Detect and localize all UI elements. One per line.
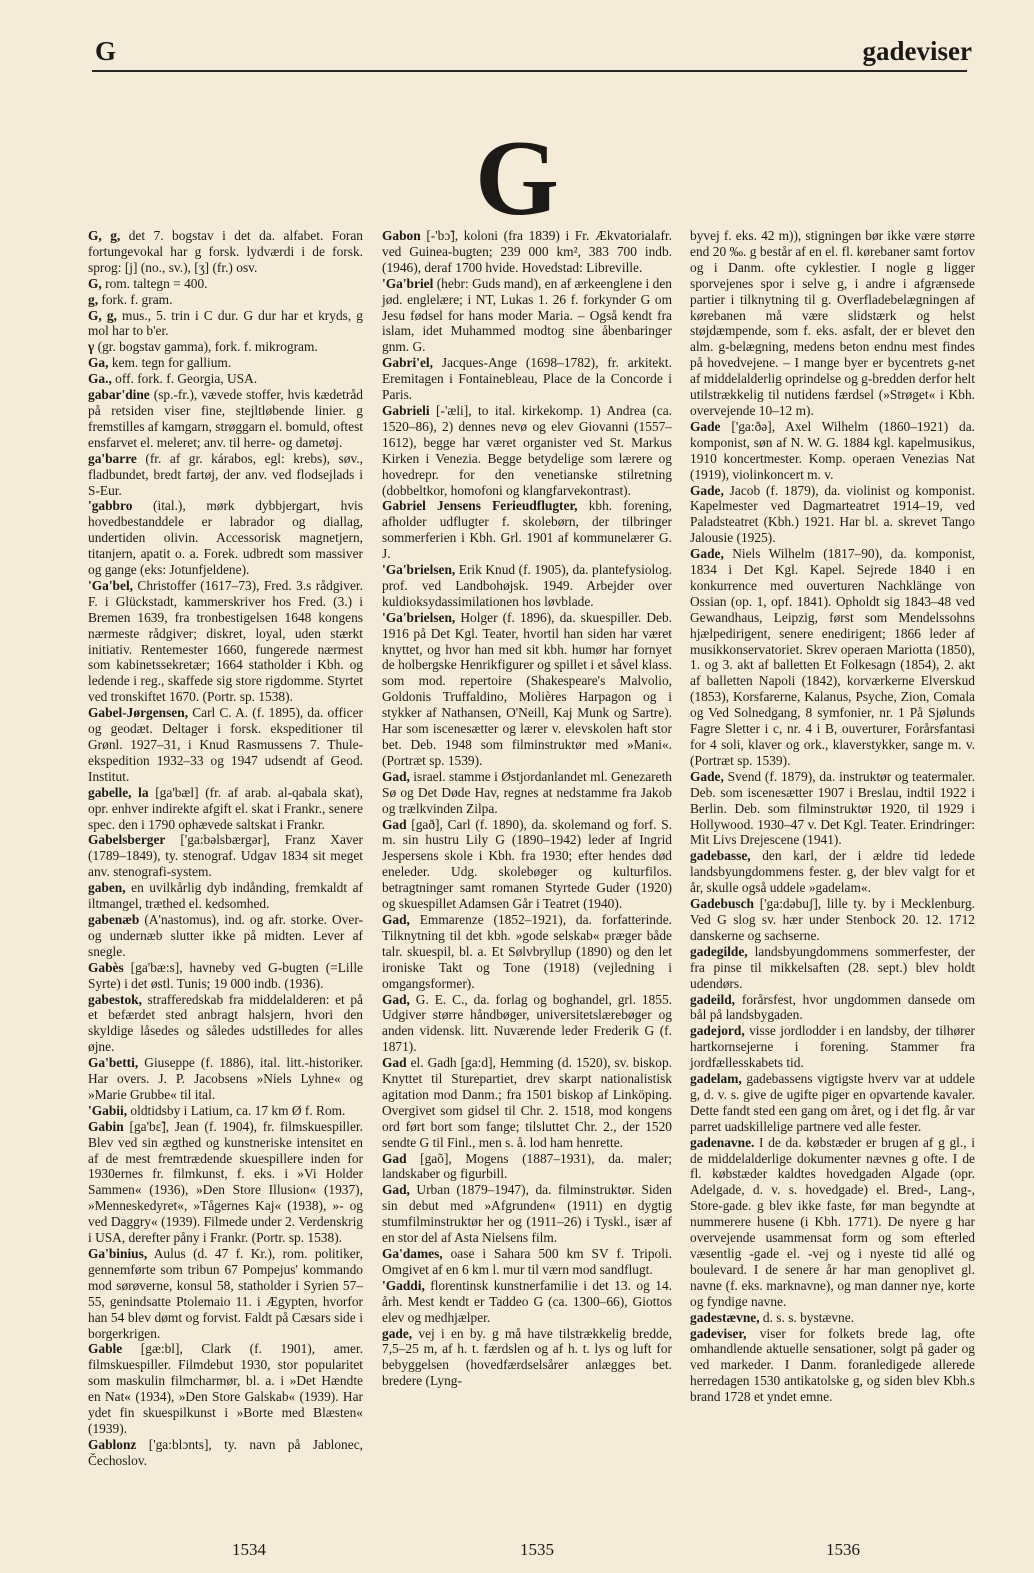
dictionary-entry xyxy=(88,498,363,578)
entry-text: rom. taltegn = 400. xyxy=(101,275,208,291)
dictionary-entry xyxy=(690,944,975,992)
entry-text: florentinsk kunstnerfamilie i det 13. og 14. årh. Mest kendt er Taddeo G (ca. 1300–66), Giottos elev og medhjælper. xyxy=(382,1277,672,1325)
entry-text: Christoffer (1617–73), Fred. 3.s rådgiver. F. i Glückstadt, kammerskriver hos Fred. (3.) i Bremen 1639, fra tronbestigelsen 1648 kongens nærmeste rådgiver; diskret, loyal, uden stærkt initiativ. Rentemester 1660, fungerede nærmest som kabinetssekretær; 1664 statholder i Kbh. og ledende i reg., skaffede sig store rigdomme. Styrtet ved tronskiftet 1670. (Portr. sp. 1538). xyxy=(88,577,363,705)
entry-headword: Gad, xyxy=(382,768,410,784)
entry-headword: gadeviser, xyxy=(690,1325,747,1341)
entry-text: Urban (1879–1947), da. filminstruktør. Siden sin debut med »Afgrunden« (1911) en dygtig stumfilminstruktør her og (1911–26) i Tyskl., især af en stor del af Asta Nielsens film. xyxy=(382,1182,672,1246)
entry-text: Giuseppe (f. 1886), ital. litt.-historiker. Har overs. J. P. Jacobsens »Niels Lyhne« og »Marie Grubbe« til ital. xyxy=(88,1055,363,1102)
entry-headword: Gade, xyxy=(690,482,724,498)
entry-text: fork. f. gram. xyxy=(98,291,173,307)
entry-text: Carl C. A. (f. 1895), da. officer og geodæt. Deltager i forsk. ekspeditioner til Grønl. 1927–31, i Knud Rasmussens 7. Thule-ekspedition 1932–33 og 1947 udsendt af Geod. Institut. xyxy=(88,705,363,784)
dictionary-entry xyxy=(88,1055,363,1103)
dictionary-entry xyxy=(382,912,672,992)
entry-headword: Gade, xyxy=(690,768,724,784)
dictionary-entry xyxy=(690,769,975,849)
entry-text: visse jordlodder i en landsby, der tilhører hartkornsejerne i forening. Stammer fra jordfællesskabets tid. xyxy=(690,1023,975,1071)
entry-headword: G, g, xyxy=(88,307,117,323)
column-number-3: 1536 xyxy=(826,1540,860,1559)
dictionary-entry xyxy=(382,403,672,498)
running-head-letter: G xyxy=(95,36,117,66)
entry-headword: gadegilde, xyxy=(690,943,748,959)
entry-text: ['ga:ðə], Axel Wilhelm (1860–1921) da. komponist, søn af N. W. G. 1884 kgl. kapelmusikus, 1910 koncertmester. Komp. operaen Venezias Nat (1919), violinkoncert m. v. xyxy=(690,418,975,482)
dictionary-entry xyxy=(382,562,672,610)
entry-text: Svend (f. 1879), da. instruktør og teatermaler. Deb. som iscenesætter 1907 i Breslau, indtil 1922 i Berlin. Deb. som filminstruktør 1920, til 1929 i Hollywood. 1930–47 v. Det Kgl. Teater. Erindringer: Mit Livs Drejescene (1941). xyxy=(690,768,975,848)
dictionary-entry xyxy=(690,483,975,547)
dictionary-entry xyxy=(88,387,363,451)
dictionary-entry xyxy=(382,992,672,1056)
entry-text: I de da. købstæder er brugen af g gl., i de middelalderlige dokumenter nævnes g ofte. I de fl. købstæder kaldtes hovedgaden Algade (opr. Adelgade, d. v. s. hovedgade) el. Bred-, Lang-, Store-gade. g blev ikke faste, før man begyndte at nummerere husene (i Kbh. 1771). De nyere g har overvejende usammensat form og som efterled væsentlig -gade el. -vej og i nyeste tid allé og boulevard. I de senere år har man genoplivet gl. navne (f. eks. marknavne), og man danner nye, korte og fyndige navne. xyxy=(690,1134,975,1309)
entry-text: (hebr: Guds mand), en af ærkeenglene i den jød. englelære; i NT, Lukas 1. 26 f. forkynder G om Jesu fødsel for hans moder Maria. – Også kendt fra islam, idet Muhammed modtog sine åbenbaringer gnm. G. xyxy=(382,275,672,355)
column-2 xyxy=(382,228,672,1389)
entry-text: oldtidsby i Latium, ca. 17 km Ø f. Rom. xyxy=(127,1102,346,1118)
entry-text: [-'æli], to ital. kirkekomp. 1) Andrea (ca. 1520–86), 2) dennes nevø og elev Giovanni (1557–1612), begge har været organister ved St. Markus Kirken i Venezia. Begge betydelige som lærere og hovedrepr. for den venetianske stilretning (dobbeltkor, homofoni og klangfarvekontrast). xyxy=(382,402,672,498)
entry-headword: 'Ga'briel xyxy=(382,275,434,291)
dictionary-entry xyxy=(690,546,975,769)
dictionary-entry xyxy=(382,1151,672,1183)
entry-text: (A'nastomus), ind. og afr. storke. Over- og undernæb slutter ikke på midten. Lever af snegle. xyxy=(88,911,363,959)
entry-text: gadebassens vigtigste hverv var at uddele g, d. v. s. give de ugifte piger en opvartende kavaler. Dette fandt sted een gang om året, og i det flg. år var parret uadskillelige partnere ved alle fester. xyxy=(690,1071,975,1134)
entry-headword: 'gabbro xyxy=(88,498,133,514)
entry-text: landsbyungdommens sommerfester, der fra pinse til mikkelsaften (28. sept.) blev holdt udendørs. xyxy=(690,943,975,991)
entry-text: [gaõ], Mogens (1887–1931), da. maler; landskaber og figurbill. xyxy=(382,1150,672,1182)
entry-headword: gadestævne, xyxy=(690,1309,760,1325)
entry-headword: 'Gabii, xyxy=(88,1102,128,1118)
dictionary-entry xyxy=(690,419,975,483)
dictionary-entry xyxy=(88,339,363,355)
dictionary-entry xyxy=(382,276,672,356)
entry-text: d. s. s. bystævne. xyxy=(759,1309,855,1325)
entry-text: [ga'bæl] (fr. af arab. al-qabala skat), opr. enhver indirekte afgift el. skat i Frankr., senere spec. den i 1790 ophævede saltskat i Frankr. xyxy=(88,784,363,832)
entry-text: israel. stamme i Østjordanlandet ml. Genezareth Sø og Det Døde Hav, regnes at nedstamme fra Jakob og trælkvinden Zilpa. xyxy=(382,768,672,816)
entry-headword: Gabès xyxy=(88,959,124,975)
dictionary-entry xyxy=(88,785,363,833)
entry-headword: gabelle, la xyxy=(88,784,149,800)
dictionary-entry xyxy=(88,880,363,912)
entry-text: kbh. forening, afholder udflugter f. skolebørn, der tilbringer sommerferien i Kbh. Grl. 1901 af kommunelærer G. J. xyxy=(382,498,673,562)
dictionary-entry xyxy=(88,1437,363,1469)
dictionary-entry xyxy=(690,228,975,419)
entry-text: [ga'bɛ̃], Jean (f. 1904), fr. filmskuespiller. Blev ved sin ægthed og kunstneriske intensitet en af de mest fremtrædende skuespillere inden for 1930ernes fr. filmkunst, f. eks. i »Vi Holder Sammen« (1936), »Den Store Illusion« (1937), »Menneskedyret«, »Tågernes Kaj« (1938), »- og ved Daggry« (1939). Filmede under 2. Verdenskrig i USA, derefter påny i Frankr. (Portr. sp. 1538). xyxy=(88,1118,363,1246)
entry-headword: gabenæb xyxy=(88,911,140,927)
entry-text: den karl, der i ældre tid ledede landsbyungdommens fester. g, der blev valgt for et år, skulle også uddele »gadelam«. xyxy=(690,848,975,896)
entry-headword: g, xyxy=(88,291,99,307)
entry-text: Niels Wilhelm (1817–90), da. komponist, 1834 i Det Kgl. Kapel. Sejrede 1840 i en konkurrence med ouverturen Nachklänge von Ossian (op. 1, opf. 1841). Opholdt sig 1843–48 ved Gewandhaus, Leipzig, først som Mendelssohns hjælpedirigent, senere enedirigent; 1866 leder af musikkonservatoriet. Skrev operaen Mariotta (1850), 1. og 3. akt af balletten Et Folkesagn (1854), 2. akt af balletten Napoli (1842), korværkerne Elverskud (1853), Korsfarerne, Kalanus, Psyche, Zion, Comala og Ved Solnedgang, 8 symfonier, nr. 1 På Sjølunds Fagre Sletter i c, nr. 4 i B, ouverturer, Forårsfantasi for 4 soli, klaver og ork., klaverstykker, sange m. v. (Portræt sp. 1539). xyxy=(690,546,975,768)
entry-headword: Gad xyxy=(382,1150,407,1166)
entry-headword: Ga'binius, xyxy=(88,1246,148,1261)
entry-headword: Gad, xyxy=(382,991,410,1007)
entry-text: Jacques-Ange (1698–1782), fr. arkitekt. Eremitagen i Fontainebleau, Place de la Concorde i Paris. xyxy=(382,355,672,403)
entry-text: en uvilkårlig dyb indånding, fremkaldt af iltmangel, træthed el. kedsomhed. xyxy=(88,880,363,912)
entry-text: [gað], Carl (f. 1890), da. skolemand og forf. S. m. sin hustru Lily G (1890–1942) leder af Ingrid Jespersens skole i Kbh. fra 1930; efter hendes død eneleder. Udg. skolebøger og kulturfilos. betragtninger samt romanen Styrtede Guder (1920) og skuespillet Adamsen Går i Teatret (1940). xyxy=(382,816,672,912)
entry-headword: Ga'betti, xyxy=(88,1055,139,1071)
dictionary-entry xyxy=(382,769,672,817)
entry-headword: 'Ga'bel, xyxy=(88,577,134,593)
entry-text: Emmarenze (1852–1921), da. forfatterinde. Tilknytning til det kbh. »gode selskab« præger både talr. skuespil, bl. a. Et Sølvbryllup (1890) og den let ironiske Takt og Tone (1918) (vejledning i omgangsformer). xyxy=(382,911,672,991)
dictionary-entry xyxy=(690,1023,975,1071)
entry-headword: gadenavne. xyxy=(690,1134,755,1150)
dictionary-entry xyxy=(382,1055,672,1150)
entry-headword: Gad xyxy=(382,1055,407,1071)
dictionary-entry xyxy=(382,498,672,562)
entry-headword: Ga., xyxy=(88,371,112,387)
entry-headword: G, g, xyxy=(88,228,121,243)
entry-text: byvej f. eks. 42 m)), stigningen bør ikke være større end 20 ‰. g består af en el. fl. kørebaner samt fortov og i Danm. ofte cyklestier. I nogle g ligger sporvejenes spor i selve g, i andre i afgrænsede partier i tilknytning til g. Overfladebelægningen af kørebanen må være slidstærk og helst støjdæmpende, som f. eks. asfalt, der er blevet den alm. g-belægning, medens beton endnu mest findes på hovedvejene. – I mange byer er bycentrets g-net af middelalderlig oprindelse og g-bredden derfor helt utilstrækkelig til nutidens færdsel (»Strøget« i Kbh. overvejende 10–12 m). xyxy=(690,228,975,418)
entry-text: Erik Knud (f. 1905), da. plantefysiolog. prof. ved Landbohøjsk. 1949. Arbejder over kuldioksydassimilationen hos løvblade. xyxy=(382,562,672,609)
dictionary-entry xyxy=(382,1326,672,1390)
dictionary-entry xyxy=(88,992,363,1056)
entry-headword: Gadebusch xyxy=(690,896,754,912)
entry-text: ['ga:dəbuʃ], lille ty. by i Mecklenburg. Ved G slog sv. hær under Stenbock 20. 12. 1712 danskerne og sachserne. xyxy=(690,896,975,943)
entry-text: mus., 5. trin i C dur. G dur har et kryds, g mol har to b'er. xyxy=(88,307,363,339)
dictionary-entry xyxy=(88,451,363,499)
dictionary-entry xyxy=(88,832,363,880)
dictionary-entry xyxy=(88,292,363,308)
entry-text: (fr. af gr. kárabos, egl: krebs), søv., fladbundet, bredt fartøj, der anv. ved flodsejlads i S-Eur. xyxy=(88,450,363,498)
dictionary-entry xyxy=(88,1119,363,1246)
entry-headword: Gabel-Jørgensen, xyxy=(88,705,189,721)
entry-text: (sp.-fr.), vævede stoffer, hvis kædetråd på retsiden viser fine, stejltløbende linier. g fremstilles af kamgarn, strøggarn el. bomuld, oftest ensfarvet el. meleret; anv. til herre- og dametøj. xyxy=(88,387,363,450)
dictionary-entry xyxy=(382,1278,672,1326)
entry-headword: Gabelsberger xyxy=(88,832,166,848)
dictionary-entry xyxy=(88,705,363,785)
entry-headword: Gad, xyxy=(382,911,410,927)
entry-headword: Ga'dames, xyxy=(382,1246,443,1261)
dictionary-entry xyxy=(88,578,363,705)
dictionary-entry xyxy=(382,1246,672,1278)
entry-headword: Gablonz xyxy=(88,1436,137,1452)
entry-headword: gadeild, xyxy=(690,991,736,1007)
entry-headword: gadelam, xyxy=(690,1071,742,1087)
entry-text: el. Gadh [ga:d], Hemming (d. 1520), sv. biskop. Knyttet til Sturepartiet, drev skarpt nationalistisk agitation mod Danm.; fra 1501 biskop af Linköping. Overgivet som gidsel til Chr. 2. 1518, mod kongens ord ført bort som fange; tilsluttet Chr. 2., der 1520 sendte G til Finl., men s. å. lod ham henrette. xyxy=(382,1055,672,1150)
entry-headword: 'Ga'brielsen, xyxy=(382,562,456,578)
dictionary-entry xyxy=(88,1341,363,1436)
entry-text: kem. tegn for gallium. xyxy=(108,355,232,371)
entry-text: [-'bɔ̃], koloni (fra 1839) i Fr. Ækvatorialafr. ved Guinea-bugten; 239 000 km², 383 700 indb. (1946), deraf 1700 hvide. Hovedstad: Libreville. xyxy=(382,228,672,275)
dictionary-entry xyxy=(382,1182,672,1246)
entry-text: viser for folkets brede lag, ofte omhandlende aktuelle sensationer, solgt på gader og ved markeder. I Danm. foranledigede allerede herredagen 1530 antikatolske g, og siden blev Kbh.s brand 1728 et yndet emne. xyxy=(690,1325,975,1405)
column-number-2: 1535 xyxy=(520,1540,554,1559)
dictionary-entry xyxy=(88,1246,363,1341)
entry-headword: 'Ga'brielsen, xyxy=(382,609,456,625)
dictionary-entry xyxy=(88,371,363,387)
dictionary-entry xyxy=(690,896,975,944)
dictionary-entry xyxy=(690,1135,975,1310)
dictionary-entry xyxy=(88,960,363,992)
dictionary-entry xyxy=(690,1326,975,1406)
entry-text: Aulus (d. 47 f. Kr.), rom. politiker, gennemførte som tribun 67 Pompejus' kommando mod sørøverne, konsul 58, statholder i Syrien 57–55, genindsatte Ptolemaio 11. i Ægypten, hvorfor han 54 blev dømt og forvist. Faldt på Cæsars side i borgerkrigen. xyxy=(88,1246,363,1341)
entry-text: det 7. bogstav i det da. alfabet. Foran fortungevokal har g forsk. lydværdi i de forsk. sprog: [j] (no., sv.), [ʒ] (fr.) osv. xyxy=(88,228,364,275)
entry-headword: Gabri'el, xyxy=(382,355,433,371)
entry-headword: gade, xyxy=(382,1325,413,1341)
running-head-word: gadeviser xyxy=(862,36,972,66)
section-letter: G xyxy=(474,119,559,238)
dictionary-entry xyxy=(690,1071,975,1135)
dictionary-entry xyxy=(88,308,363,340)
entry-headword: Gabin xyxy=(88,1118,124,1134)
dictionary-entry xyxy=(88,276,363,292)
dictionary-entry xyxy=(88,355,363,371)
entry-headword: γ xyxy=(88,339,95,355)
header-rule xyxy=(92,70,967,72)
entry-headword: gabar'dine xyxy=(88,387,150,403)
entry-text: (gr. bogstav gamma), fork. f. mikrogram. xyxy=(94,339,318,355)
entry-headword: Gable xyxy=(88,1341,123,1357)
dictionary-entry xyxy=(382,817,672,912)
dictionary-entry xyxy=(690,848,975,896)
entry-text: ['ga:bəlsbærgər], Franz Xaver (1789–1849), ty. stenograf. Udgav 1834 sit meget anv. stenografi-system. xyxy=(88,832,363,880)
column-number-1: 1534 xyxy=(232,1540,266,1559)
entry-headword: gabestok, xyxy=(88,991,142,1007)
entry-headword: G, xyxy=(88,275,102,291)
entry-headword: ga'barre xyxy=(88,450,137,466)
dictionary-entry xyxy=(88,1103,363,1119)
entry-text: [gæ:bl], Clark (f. 1901), amer. filmskuespiller. Filmdebut 1930, stor popularitet som maskulin filmcharmør, bl. a. i »Det Hændte en Nat« (1934), »Den Store Galskab« (1939). Har ydet fin skuespilkunst i »Borte med Blæsten« (1939). xyxy=(88,1341,363,1436)
dictionary-entry xyxy=(88,228,363,276)
entry-text: [ga'bæ:s], havneby ved G-bugten (=Lille Syrte) i det østl. Tunis; 19 000 indb. (1936). xyxy=(88,959,363,991)
entry-headword: Gabriel Jensens Ferieudflugter, xyxy=(382,498,578,514)
entry-text: G. E. C., da. forlag og boghandel, grl. 1855. Udgiver større håndbøger, universitetslærebøger og anden vidensk. litt. Nuværende leder Frederik G (f. 1871). xyxy=(382,991,672,1055)
dictionary-entry xyxy=(382,610,672,769)
dictionary-entry xyxy=(690,992,975,1024)
entry-headword: Gade, xyxy=(690,546,724,562)
entry-headword: gadebasse, xyxy=(690,848,751,864)
column-1 xyxy=(88,228,363,1469)
entry-headword: 'Gaddi, xyxy=(382,1277,425,1293)
entry-headword: Gabon xyxy=(382,228,421,243)
entry-headword: Gade xyxy=(690,418,721,434)
entry-text: off. fork. f. Georgia, USA. xyxy=(111,371,258,387)
entry-text: vej i en by. g må have tilstrækkelig bredde, 7,5–25 m, af h. t. færdslen og af h. t. lys og luft for bebyggelsen (hovedfærdselsårer anlægges bet. bredere (Lyng- xyxy=(382,1325,672,1389)
entry-headword: Gabrieli xyxy=(382,402,430,418)
entry-text: Holger (f. 1896), da. skuespiller. Deb. 1916 på Det Kgl. Teater, hvortil han siden har været knyttet, og hvor han med sit kbh. humør har fornyet de holbergske Henrikfigurer og spillet i et såvel klass. som mod. repertoire (Shakespeare's Malvolio, Goldonis Truffaldino, Molières Harpagon og i stykker af Nathansen, O'Neill, Kaj Munk og Sartre). Har som iscenesætter og lærer v. elevskolen haft stor bet. Deb. 1948 som filminstruktør med »Mani«. (Portræt sp. 1539). xyxy=(382,609,672,768)
entry-text: strafferedskab fra middelalderen: et på et befærdet sted anbragt halsjern, hvori den skyldige låsedes og således udstilledes for alles øjne. xyxy=(88,991,363,1055)
entry-headword: Gad, xyxy=(382,1182,410,1198)
dictionary-entry xyxy=(382,228,672,276)
entry-headword: Gad xyxy=(382,816,407,832)
entry-headword: Ga, xyxy=(88,355,109,371)
entry-text: ['ga:blɔnts], ty. navn på Jablonec, Čechoslov. xyxy=(88,1436,363,1468)
entry-headword: gaben, xyxy=(88,880,126,896)
dictionary-entry xyxy=(382,355,672,403)
dictionary-entry xyxy=(690,1310,975,1326)
dictionary-entry xyxy=(88,912,363,960)
entry-text: forårsfest, hvor ungdommen dansede om bål på landsbygaden. xyxy=(690,991,975,1023)
entry-text: Jacob (f. 1879), da. violinist og komponist. Kapelmester ved Dagmarteatret 1914–19, ved Paladsteatret (Kbh.) 1921. Har bl. a. skrevet Tango Jalousie (1925). xyxy=(690,482,975,546)
column-3 xyxy=(690,228,975,1405)
entry-headword: gadejord, xyxy=(690,1023,745,1039)
entry-text: (ital.), mørk dybbjergart, hvis hovedbestanddele er labrador og diallag, undertiden olivin. Accessorisk magnetjern, titanjern, apatit o. a. Forek. udbredt som massiver og gange (eks: Jotunfjeldene). xyxy=(88,498,363,578)
entry-text: oase i Sahara 500 km SV f. Tripoli. Omgivet af en 6 km l. mur til værn mod sandflugt. xyxy=(382,1246,672,1277)
